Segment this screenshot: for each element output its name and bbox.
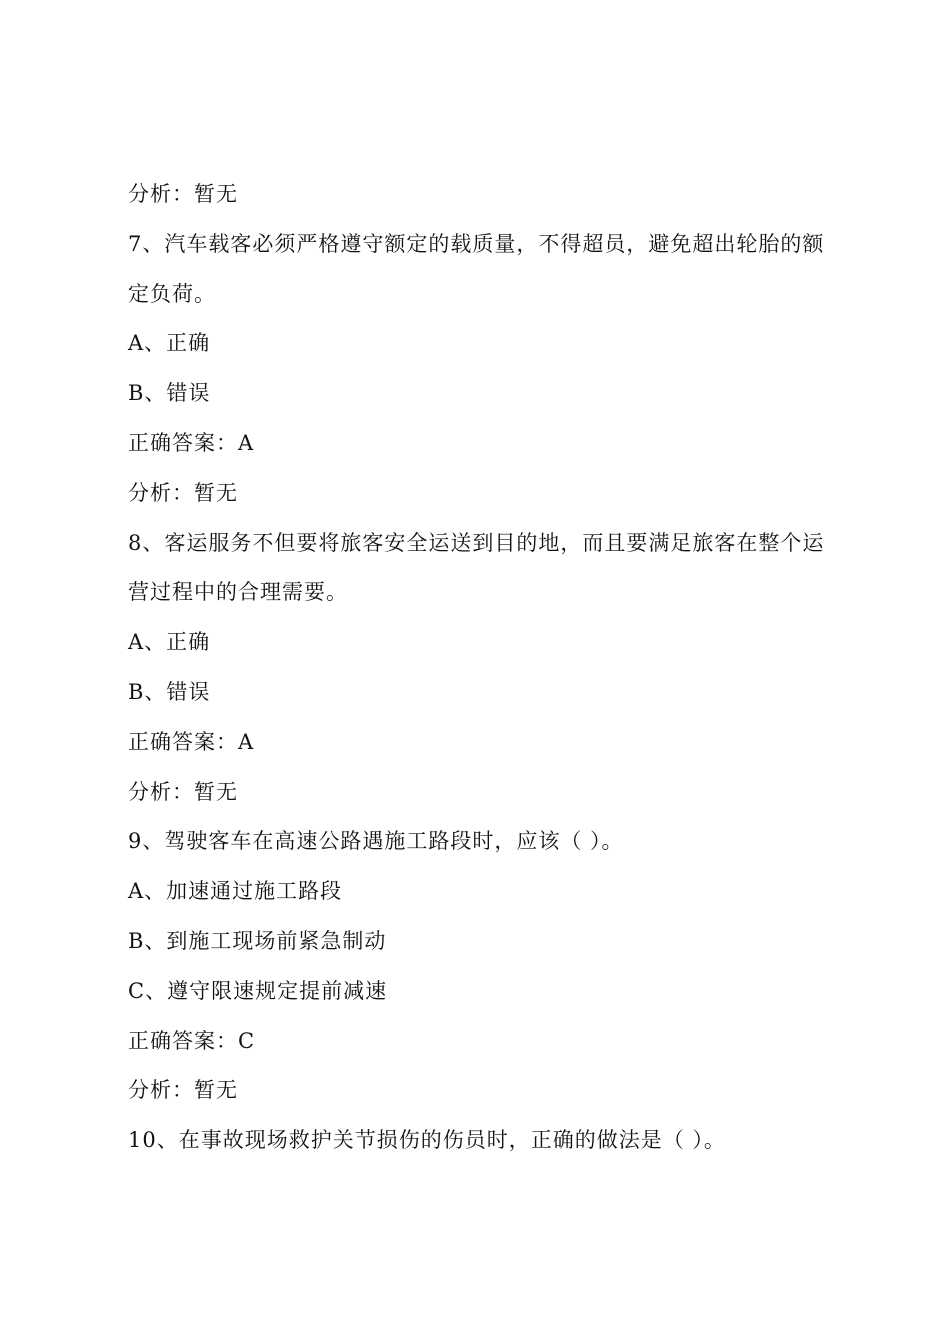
question-9-option-a: A、加速通过施工路段 (128, 879, 343, 904)
question-7-analysis: 分析：暂无 (128, 480, 238, 505)
question-7-text-cont: 定负荷。 (128, 281, 216, 306)
question-9-text: 9、驾驶客车在高速公路遇施工路段时，应该（ ）。 (128, 829, 624, 854)
question-8-answer: 正确答案：A (128, 729, 255, 754)
question-7-text: 7、汽车载客必须严格遵守额定的载质量，不得超员，避免超出轮胎的额 (128, 231, 825, 256)
question-10-text: 10、在事故现场救护关节损伤的伤员时，正确的做法是（ ）。 (128, 1128, 726, 1153)
question-8-text-cont: 营过程中的合理需要。 (128, 580, 348, 605)
question-9-option-b: B、到施工现场前紧急制动 (128, 928, 387, 953)
document-body (128, 170, 838, 1166)
question-7-answer: 正确答案：A (128, 430, 255, 455)
question-9-option-c: C、遵守限速规定提前减速 (128, 978, 388, 1003)
analysis-text: 分析：暂无 (128, 182, 238, 206)
question-7-option-b: B、错误 (128, 381, 211, 406)
question-8-analysis: 分析：暂无 (128, 779, 238, 804)
question-8-option-b: B、错误 (128, 679, 211, 704)
question-8-option-a: A、正确 (128, 630, 211, 655)
question-7-option-a: A、正确 (128, 331, 211, 356)
question-9-answer: 正确答案：C (128, 1028, 256, 1053)
question-9-analysis: 分析：暂无 (128, 1078, 238, 1103)
question-8-text: 8、客运服务不但要将旅客安全运送到目的地，而且要满足旅客在整个运 (128, 530, 825, 555)
